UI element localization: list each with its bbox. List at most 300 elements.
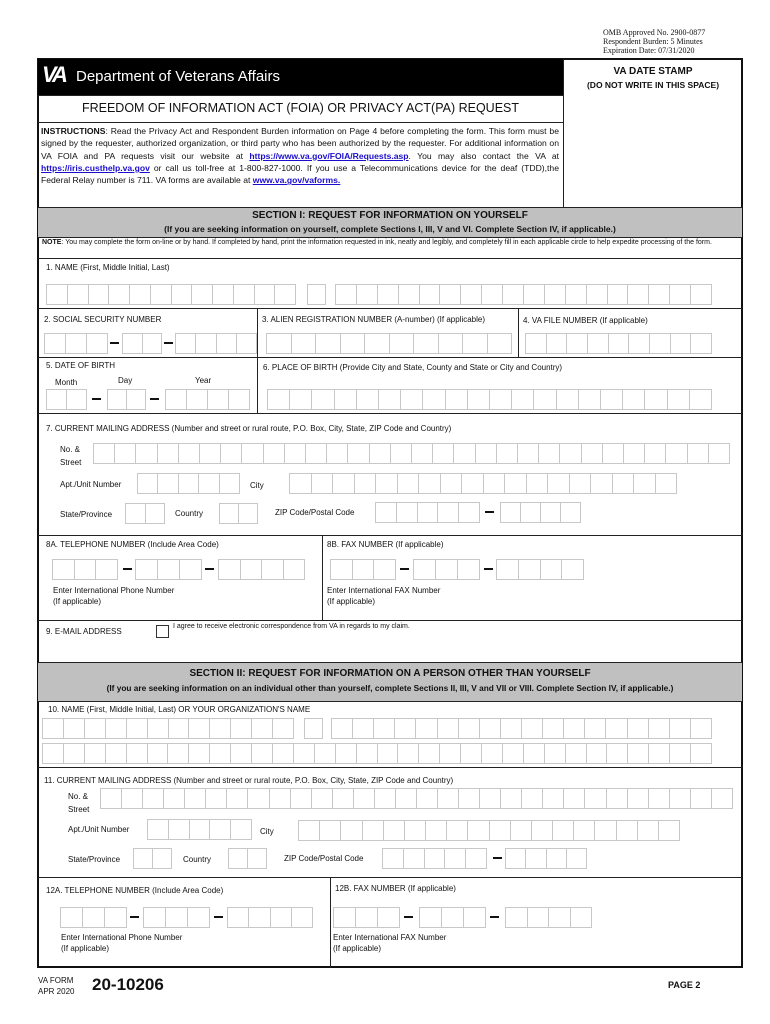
zip-input[interactable] (375, 502, 480, 523)
character-cell[interactable] (312, 789, 333, 808)
character-cell[interactable] (526, 849, 546, 868)
character-cell[interactable] (390, 334, 415, 353)
character-cell[interactable] (527, 474, 549, 493)
middle-initial-input[interactable] (307, 284, 326, 305)
character-cell[interactable] (518, 444, 539, 463)
character-cell[interactable] (336, 744, 357, 763)
character-cell[interactable] (709, 444, 729, 463)
last-name-input[interactable] (335, 284, 712, 305)
character-cell[interactable] (268, 390, 290, 409)
character-cell[interactable] (252, 744, 273, 763)
character-cell[interactable] (122, 789, 143, 808)
character-cell[interactable] (126, 504, 146, 523)
character-cell[interactable] (645, 444, 666, 463)
character-cell[interactable] (564, 789, 585, 808)
character-cell[interactable] (526, 334, 547, 353)
intl-phone-note[interactable] (53, 585, 174, 607)
alien-number-input[interactable] (266, 333, 512, 354)
organization-name-input[interactable] (42, 743, 712, 764)
character-cell[interactable] (106, 744, 127, 763)
character-cell[interactable] (547, 334, 568, 353)
character-cell[interactable] (334, 908, 356, 927)
character-cell[interactable] (378, 744, 399, 763)
character-cell[interactable] (64, 719, 85, 738)
intl-fax-note-2[interactable] (333, 932, 446, 954)
character-cell[interactable] (570, 474, 592, 493)
character-cell[interactable] (503, 285, 524, 304)
character-cell[interactable] (547, 849, 567, 868)
street-input-2[interactable] (100, 788, 733, 809)
character-cell[interactable] (315, 744, 336, 763)
character-cell[interactable] (169, 719, 190, 738)
character-cell[interactable] (541, 503, 561, 522)
fax-area-input[interactable] (330, 559, 396, 580)
dob-day-input[interactable] (107, 389, 146, 410)
character-cell[interactable] (395, 719, 416, 738)
character-cell[interactable] (374, 560, 395, 579)
character-cell[interactable] (545, 744, 566, 763)
character-cell[interactable] (459, 503, 479, 522)
character-cell[interactable] (43, 744, 64, 763)
character-cell[interactable] (199, 474, 219, 493)
character-cell[interactable] (587, 285, 608, 304)
character-cell[interactable] (561, 503, 580, 522)
character-cell[interactable] (294, 744, 315, 763)
character-cell[interactable] (172, 285, 193, 304)
character-cell[interactable] (127, 719, 148, 738)
character-cell[interactable] (312, 474, 334, 493)
character-cell[interactable] (623, 390, 645, 409)
character-cell[interactable] (397, 503, 418, 522)
character-cell[interactable] (143, 789, 164, 808)
character-cell[interactable] (312, 390, 334, 409)
name-middle-input[interactable] (304, 718, 323, 739)
character-cell[interactable] (166, 908, 188, 927)
character-cell[interactable] (320, 821, 341, 840)
character-cell[interactable] (89, 285, 110, 304)
character-cell[interactable] (188, 908, 209, 927)
character-cell[interactable] (557, 390, 579, 409)
character-cell[interactable] (588, 334, 609, 353)
character-cell[interactable] (447, 821, 468, 840)
character-cell[interactable] (649, 719, 670, 738)
character-cell[interactable] (206, 789, 227, 808)
va-file-number-input[interactable] (525, 333, 712, 354)
character-cell[interactable] (419, 474, 441, 493)
character-cell[interactable] (83, 908, 105, 927)
character-cell[interactable] (108, 390, 127, 409)
character-cell[interactable] (332, 719, 353, 738)
character-cell[interactable] (335, 390, 357, 409)
character-cell[interactable] (292, 908, 312, 927)
fax-prefix-input[interactable] (413, 559, 480, 580)
character-cell[interactable] (490, 390, 512, 409)
character-cell[interactable] (333, 789, 354, 808)
character-cell[interactable] (168, 744, 189, 763)
character-cell[interactable] (480, 719, 501, 738)
character-cell[interactable] (370, 444, 391, 463)
character-cell[interactable] (666, 444, 687, 463)
character-cell[interactable] (200, 444, 221, 463)
character-cell[interactable] (522, 789, 543, 808)
character-cell[interactable] (331, 560, 353, 579)
character-cell[interactable] (567, 849, 586, 868)
character-cell[interactable] (564, 719, 585, 738)
character-cell[interactable] (242, 444, 263, 463)
character-cell[interactable] (543, 719, 564, 738)
character-cell[interactable] (75, 560, 97, 579)
character-cell[interactable] (210, 744, 231, 763)
character-cell[interactable] (468, 390, 490, 409)
character-cell[interactable] (290, 474, 312, 493)
fax-line-input-2[interactable] (505, 907, 592, 928)
character-cell[interactable] (607, 744, 628, 763)
character-cell[interactable] (412, 444, 433, 463)
character-cell[interactable] (284, 560, 305, 579)
city-input-2[interactable] (298, 820, 680, 841)
foia-link[interactable]: https://www.va.gov/FOIA/Requests.asp (249, 150, 409, 161)
country-input-2[interactable] (228, 848, 267, 869)
character-cell[interactable] (248, 849, 266, 868)
character-cell[interactable] (712, 789, 732, 808)
character-cell[interactable] (671, 334, 692, 353)
character-cell[interactable] (316, 334, 341, 353)
character-cell[interactable] (442, 908, 464, 927)
character-cell[interactable] (45, 334, 66, 353)
character-cell[interactable] (327, 444, 348, 463)
character-cell[interactable] (252, 719, 273, 738)
character-cell[interactable] (414, 560, 436, 579)
character-cell[interactable] (539, 444, 560, 463)
character-cell[interactable] (503, 744, 524, 763)
character-cell[interactable] (528, 908, 550, 927)
character-cell[interactable] (299, 821, 320, 840)
zip-input-2[interactable] (382, 848, 487, 869)
character-cell[interactable] (649, 744, 670, 763)
character-cell[interactable] (571, 908, 592, 927)
character-cell[interactable] (144, 908, 166, 927)
character-cell[interactable] (628, 789, 649, 808)
character-cell[interactable] (566, 285, 587, 304)
character-cell[interactable] (221, 444, 242, 463)
dob-month-input[interactable] (46, 389, 87, 410)
character-cell[interactable] (249, 908, 270, 927)
character-cell[interactable] (497, 444, 518, 463)
character-cell[interactable] (365, 334, 390, 353)
character-cell[interactable] (628, 719, 649, 738)
character-cell[interactable] (264, 444, 285, 463)
character-cell[interactable] (438, 719, 459, 738)
character-cell[interactable] (356, 908, 378, 927)
character-cell[interactable] (384, 821, 405, 840)
character-cell[interactable] (196, 334, 216, 353)
character-cell[interactable] (607, 789, 628, 808)
character-cell[interactable] (482, 744, 503, 763)
character-cell[interactable] (267, 334, 292, 353)
character-cell[interactable] (628, 744, 649, 763)
character-cell[interactable] (688, 444, 709, 463)
name-last-input[interactable] (331, 718, 712, 739)
character-cell[interactable] (396, 789, 417, 808)
character-cell[interactable] (219, 560, 241, 579)
character-cell[interactable] (148, 744, 169, 763)
character-cell[interactable] (355, 474, 377, 493)
character-cell[interactable] (180, 560, 201, 579)
character-cell[interactable] (127, 744, 148, 763)
character-cell[interactable] (169, 820, 190, 839)
character-cell[interactable] (401, 390, 423, 409)
character-cell[interactable] (357, 285, 378, 304)
character-cell[interactable] (399, 285, 420, 304)
character-cell[interactable] (670, 744, 691, 763)
character-cell[interactable] (624, 444, 645, 463)
character-cell[interactable] (192, 285, 213, 304)
character-cell[interactable] (534, 390, 556, 409)
character-cell[interactable] (176, 334, 196, 353)
character-cell[interactable] (158, 474, 178, 493)
ssn-part-1-input[interactable] (44, 333, 108, 354)
apt-input-2[interactable] (147, 819, 252, 840)
phone-prefix-input-2[interactable] (143, 907, 210, 928)
character-cell[interactable] (501, 719, 522, 738)
character-cell[interactable] (649, 789, 670, 808)
phone-prefix-input[interactable] (135, 559, 202, 580)
character-cell[interactable] (210, 820, 231, 839)
character-cell[interactable] (482, 285, 503, 304)
character-cell[interactable] (629, 334, 650, 353)
phone-line-input[interactable] (218, 559, 305, 580)
character-cell[interactable] (241, 560, 263, 579)
character-cell[interactable] (262, 560, 284, 579)
city-input[interactable] (289, 473, 677, 494)
character-cell[interactable] (96, 560, 117, 579)
character-cell[interactable] (292, 334, 317, 353)
character-cell[interactable] (231, 744, 252, 763)
character-cell[interactable] (506, 849, 526, 868)
character-cell[interactable] (587, 744, 608, 763)
character-cell[interactable] (506, 908, 528, 927)
character-cell[interactable] (462, 474, 484, 493)
character-cell[interactable] (524, 744, 545, 763)
country-input[interactable] (219, 503, 258, 524)
name-first-input[interactable] (42, 718, 294, 739)
character-cell[interactable] (234, 285, 255, 304)
character-cell[interactable] (123, 334, 143, 353)
character-cell[interactable] (53, 560, 75, 579)
character-cell[interactable] (459, 719, 480, 738)
character-cell[interactable] (521, 503, 541, 522)
character-cell[interactable] (374, 719, 395, 738)
character-cell[interactable] (591, 474, 613, 493)
character-cell[interactable] (690, 390, 711, 409)
character-cell[interactable] (417, 789, 438, 808)
state-input-2[interactable] (133, 848, 172, 869)
character-cell[interactable] (87, 334, 107, 353)
character-cell[interactable] (488, 334, 512, 353)
character-cell[interactable] (585, 789, 606, 808)
character-cell[interactable] (574, 821, 595, 840)
character-cell[interactable] (670, 719, 691, 738)
character-cell[interactable] (273, 744, 294, 763)
character-cell[interactable] (134, 849, 153, 868)
character-cell[interactable] (341, 821, 362, 840)
character-cell[interactable] (179, 444, 200, 463)
character-cell[interactable] (461, 285, 482, 304)
phone-area-input[interactable] (52, 559, 118, 580)
character-cell[interactable] (497, 560, 519, 579)
character-cell[interactable] (239, 504, 257, 523)
ssn-part-3-input[interactable] (175, 333, 257, 354)
character-cell[interactable] (229, 390, 249, 409)
character-cell[interactable] (151, 285, 172, 304)
phone-line-input-2[interactable] (227, 907, 313, 928)
character-cell[interactable] (459, 789, 480, 808)
character-cell[interactable] (363, 821, 384, 840)
character-cell[interactable] (617, 821, 638, 840)
character-cell[interactable] (375, 789, 396, 808)
character-cell[interactable] (341, 334, 366, 353)
character-cell[interactable] (454, 444, 475, 463)
character-cell[interactable] (109, 285, 130, 304)
character-cell[interactable] (691, 789, 712, 808)
character-cell[interactable] (158, 560, 180, 579)
character-cell[interactable] (691, 285, 711, 304)
character-cell[interactable] (101, 789, 122, 808)
character-cell[interactable] (138, 474, 158, 493)
character-cell[interactable] (305, 719, 322, 738)
character-cell[interactable] (541, 560, 563, 579)
character-cell[interactable] (484, 474, 506, 493)
character-cell[interactable] (271, 908, 292, 927)
place-of-birth-input[interactable] (267, 389, 712, 410)
character-cell[interactable] (255, 285, 276, 304)
character-cell[interactable] (670, 789, 691, 808)
character-cell[interactable] (691, 744, 711, 763)
character-cell[interactable] (357, 390, 379, 409)
apt-input[interactable] (137, 473, 240, 494)
character-cell[interactable] (405, 821, 426, 840)
character-cell[interactable] (438, 789, 459, 808)
character-cell[interactable] (67, 390, 86, 409)
character-cell[interactable] (638, 821, 659, 840)
character-cell[interactable] (414, 334, 439, 353)
character-cell[interactable] (613, 474, 635, 493)
fax-area-input-2[interactable] (333, 907, 400, 928)
character-cell[interactable] (146, 504, 165, 523)
character-cell[interactable] (43, 719, 64, 738)
character-cell[interactable] (418, 503, 439, 522)
character-cell[interactable] (378, 285, 399, 304)
character-cell[interactable] (441, 474, 463, 493)
iris-link[interactable]: https://iris.custhelp.va.gov (41, 162, 150, 173)
intl-phone-note-2[interactable] (61, 932, 182, 954)
character-cell[interactable] (585, 719, 606, 738)
character-cell[interactable] (608, 285, 629, 304)
character-cell[interactable] (217, 334, 237, 353)
character-cell[interactable] (603, 444, 624, 463)
character-cell[interactable] (348, 444, 369, 463)
character-cell[interactable] (383, 849, 404, 868)
character-cell[interactable] (445, 849, 466, 868)
character-cell[interactable] (306, 444, 327, 463)
street-input[interactable] (93, 443, 730, 464)
character-cell[interactable] (659, 821, 679, 840)
character-cell[interactable] (208, 390, 229, 409)
character-cell[interactable] (213, 285, 234, 304)
character-cell[interactable] (115, 444, 136, 463)
character-cell[interactable] (549, 908, 571, 927)
character-cell[interactable] (398, 474, 420, 493)
character-cell[interactable] (275, 285, 295, 304)
character-cell[interactable] (439, 334, 464, 353)
character-cell[interactable] (524, 285, 545, 304)
vaforms-link[interactable]: www.va.gov/vaforms. (252, 175, 341, 186)
character-cell[interactable] (229, 849, 248, 868)
character-cell[interactable] (440, 744, 461, 763)
first-name-input[interactable] (46, 284, 296, 305)
character-cell[interactable] (376, 503, 397, 522)
email-consent-checkbox[interactable] (156, 625, 169, 638)
character-cell[interactable] (582, 444, 603, 463)
phone-area-input-2[interactable] (60, 907, 127, 928)
character-cell[interactable] (354, 789, 375, 808)
character-cell[interactable] (532, 821, 553, 840)
character-cell[interactable] (47, 390, 67, 409)
character-cell[interactable] (519, 560, 541, 579)
character-cell[interactable] (61, 908, 83, 927)
character-cell[interactable] (560, 444, 581, 463)
character-cell[interactable] (567, 334, 588, 353)
character-cell[interactable] (290, 390, 312, 409)
character-cell[interactable] (398, 744, 419, 763)
character-cell[interactable] (548, 474, 570, 493)
character-cell[interactable] (466, 849, 486, 868)
character-cell[interactable] (440, 285, 461, 304)
character-cell[interactable] (85, 719, 106, 738)
character-cell[interactable] (609, 334, 630, 353)
character-cell[interactable] (94, 444, 115, 463)
character-cell[interactable] (566, 744, 587, 763)
character-cell[interactable] (436, 560, 458, 579)
character-cell[interactable] (66, 334, 87, 353)
character-cell[interactable] (425, 849, 446, 868)
character-cell[interactable] (601, 390, 623, 409)
character-cell[interactable] (308, 285, 325, 304)
character-cell[interactable] (248, 789, 269, 808)
character-cell[interactable] (391, 444, 412, 463)
character-cell[interactable] (606, 719, 627, 738)
character-cell[interactable] (505, 474, 527, 493)
character-cell[interactable] (476, 444, 497, 463)
character-cell[interactable] (130, 285, 151, 304)
character-cell[interactable] (656, 474, 677, 493)
character-cell[interactable] (228, 908, 249, 927)
character-cell[interactable] (127, 390, 145, 409)
character-cell[interactable] (158, 444, 179, 463)
state-input[interactable] (125, 503, 165, 524)
character-cell[interactable] (85, 744, 106, 763)
character-cell[interactable] (333, 474, 355, 493)
character-cell[interactable] (423, 390, 445, 409)
character-cell[interactable] (189, 719, 210, 738)
character-cell[interactable] (291, 789, 312, 808)
character-cell[interactable] (420, 908, 442, 927)
character-cell[interactable] (416, 719, 437, 738)
character-cell[interactable] (426, 821, 447, 840)
character-cell[interactable] (64, 744, 85, 763)
character-cell[interactable] (136, 560, 158, 579)
character-cell[interactable] (420, 285, 441, 304)
